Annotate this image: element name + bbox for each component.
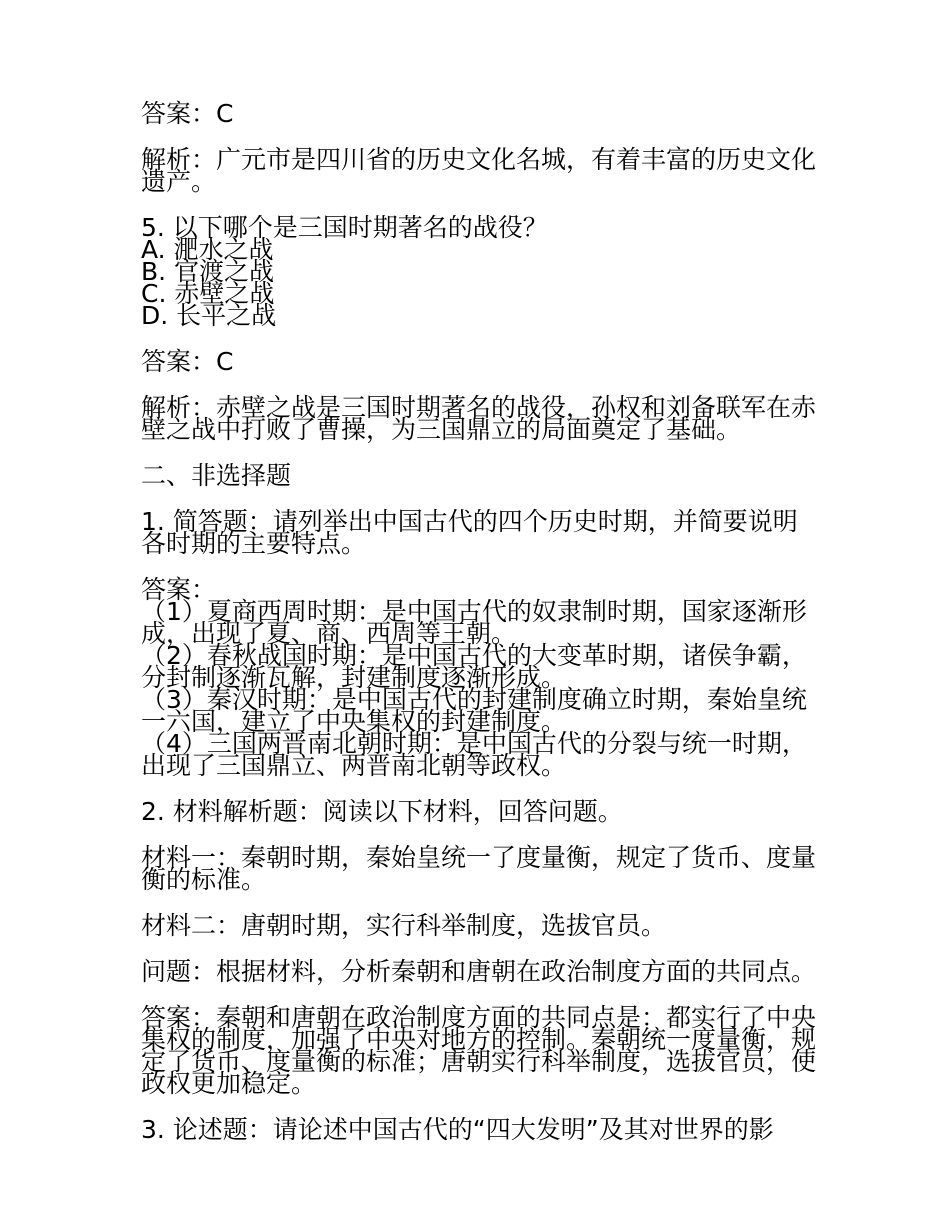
s2-q3-stem-text: 3. 论述题：请论述中国古代的“四大发明”及其对世界的影 [141,1115,774,1144]
answer-q5-text: 答案：C [141,347,234,376]
s2-q1-item-4-line-2: 出现了三国鼎立、两晋南北朝等政权。 [141,751,567,780]
analysis-q5-line-1: 解析：赤壁之战是三国时期著名的战役，孙权和刘备联军在赤 [141,393,817,422]
analysis-q5-line-2: 壁之战中打败了曹操，为三国鼎立的局面奠定了基础。 [141,415,742,444]
question-5-option-a: A. 淝水之战 [141,235,274,264]
analysis-q4-line-1: 解析：广元市是四川省的历史文化名城，有着丰富的历史文化 [141,145,817,174]
answer-q5 [141,347,816,376]
s2-q2-material-2 [141,911,816,940]
question-5-option-b: B. 官渡之战 [141,257,275,286]
question-5-option-c: C. 赤壁之战 [141,279,275,308]
answer-q4 [141,99,816,128]
s2-q2-question-text: 问题：根据材料，分析秦朝和唐朝在政治制度方面的共同点。 [141,957,817,986]
answer-q4-text: 答案：C [141,99,234,128]
s2-q1-item-3-line-1: （3）秦汉时期：是中国古代的封建制度确立时期，秦始皇统 [141,685,807,714]
s2-q2-answer-line-2: 集权的制度，加强了中央对地方的控制。秦朝统一度量衡，规 [141,1025,817,1054]
s2-q2-answer-line-4: 政权更加稳定。 [141,1069,317,1098]
section-2-heading [141,461,816,490]
s2-q1-item-1-line-2: 成，出现了夏、商、西周等王朝。 [141,619,517,648]
s2-q2-material-1-line-1: 材料一：秦朝时期，秦始皇统一了度量衡，规定了货币、度量 [141,843,817,872]
s2-q2-stem-text: 2. 材料解析题：阅读以下材料，回答问题。 [141,797,623,826]
question-5-option-d: D. 长平之战 [141,301,277,330]
s2-q2-material-1-line-2: 衡的标准。 [141,865,267,894]
question-5 [141,213,816,330]
s2-q2-material-2-text: 材料二：唐朝时期，实行科举制度，选拔官员。 [141,911,667,940]
analysis-q4-line-2: 遗产。 [141,167,217,196]
s2-q2-answer-line-1: 答案：秦朝和唐朝在政治制度方面的共同点是：都实行了中央 [141,1003,817,1032]
s2-question-2-stem [141,797,816,826]
s2-q2-material-1 [141,843,817,894]
s2-question-1-stem [141,507,816,558]
s2-q1-answer-label: 答案： [141,575,217,604]
s2-question-3-stem [141,1115,816,1144]
question-5-stem: 5. 以下哪个是三国时期著名的战役？ [141,213,548,242]
s2-q1-stem-line-1: 1. 简答题：请列举出中国古代的四个历史时期，并简要说明 [141,507,798,536]
section-2-heading-text: 二、非选择题 [141,461,292,490]
s2-q1-item-2-line-1: （2）春秋战国时期：是中国古代的大变革时期，诸侯争霸， [141,641,807,670]
s2-q2-answer-line-3: 定了货币、度量衡的标准；唐朝实行科举制度，选拔官员，使 [141,1047,817,1076]
s2-question-1-answer [141,575,816,780]
s2-q1-item-3-line-2: 一六国，建立了中央集权的封建制度。 [141,707,567,736]
s2-q1-stem-line-2: 各时期的主要特点。 [141,529,367,558]
s2-q1-item-4-line-1: （4）三国两晋南北朝时期：是中国古代的分裂与统一时期， [141,729,807,758]
s2-q1-item-1-line-1: （1）夏商西周时期：是中国古代的奴隶制时期，国家逐渐形 [141,597,807,626]
s2-q2-question [141,957,817,986]
s2-q1-item-2-line-2: 分封制逐渐瓦解，封建制度逐渐形成。 [141,663,567,692]
analysis-q4 [141,145,817,196]
analysis-q5 [141,393,817,444]
document-page [141,99,817,1144]
s2-q2-answer [141,1003,817,1098]
